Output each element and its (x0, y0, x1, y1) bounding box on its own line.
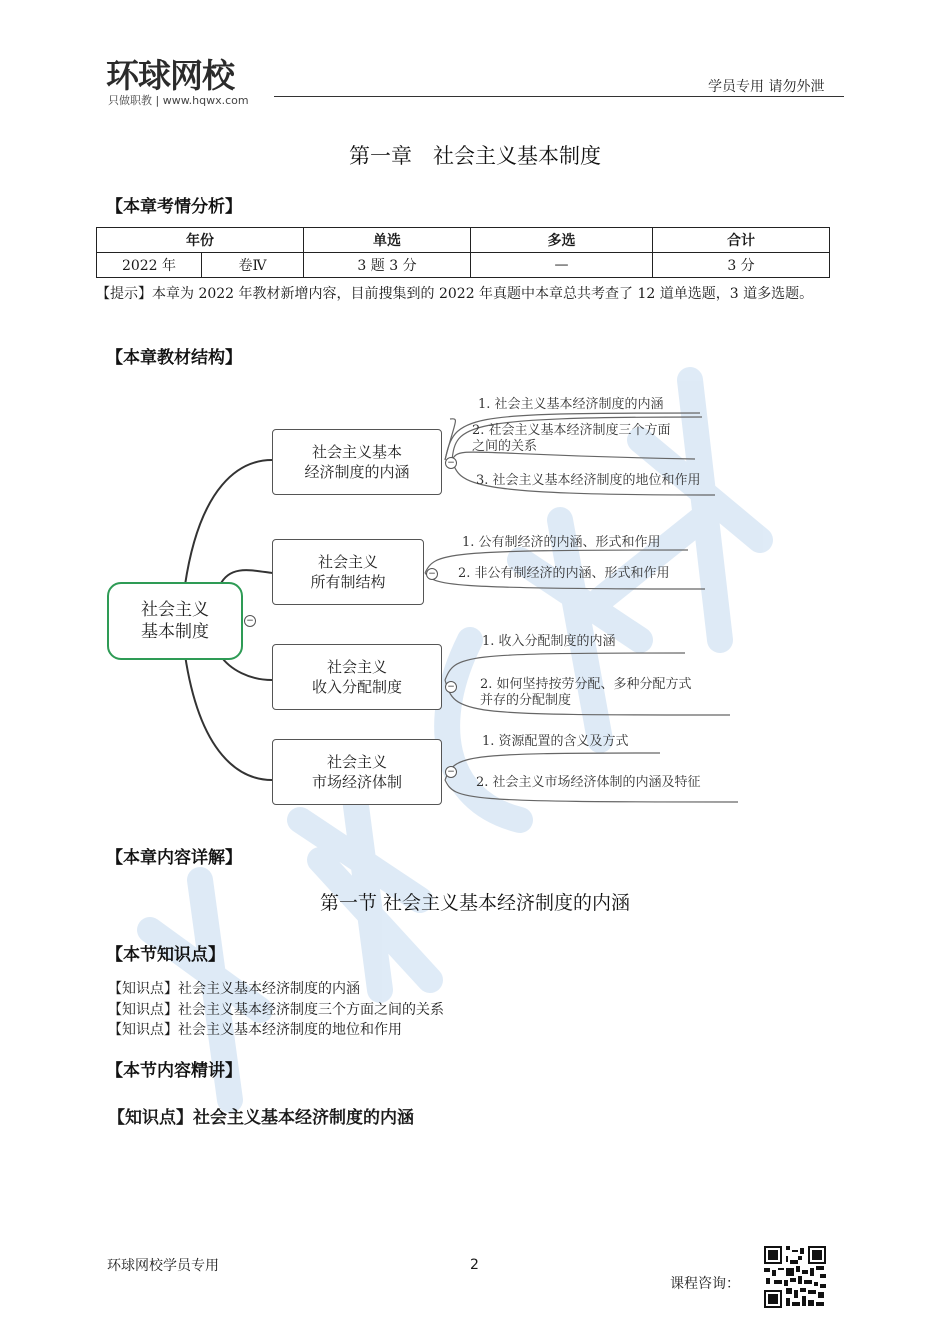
mindmap-branch-ownership: 社会主义 所有制结构 (272, 539, 424, 605)
collapse-icon[interactable]: − (445, 766, 457, 778)
consult-label: 课程咨询： (670, 1276, 740, 1292)
cell-total: 3 分 (653, 253, 830, 278)
logo-tagline: 只做职教 | www.hqwx.com (108, 94, 249, 107)
collapse-icon[interactable]: − (445, 681, 457, 693)
collapse-icon[interactable]: − (244, 615, 256, 627)
exam-analysis-heading: 【本章考情分析】 (106, 197, 242, 217)
chapter-mindmap (90, 385, 850, 825)
footer-label: 环球网校学员专用 (107, 1258, 219, 1274)
knowledge-point-item: 【知识点】社会主义基本经济制度三个方面之间的关系 (108, 1002, 444, 1018)
structure-heading: 【本章教材结构】 (106, 348, 242, 368)
mindmap-branch-market-economy: 社会主义 市场经济体制 (272, 739, 442, 805)
knowledge-point-item: 【知识点】社会主义基本经济制度的内涵 (108, 981, 360, 997)
mindmap-leaf: 1. 公有制经济的内涵、形式和作用 (462, 535, 661, 550)
mindmap-leaf: 2. 非公有制经济的内涵、形式和作用 (458, 566, 670, 581)
section-knowledge-heading: 【本节知识点】 (106, 945, 225, 965)
table-header-total: 合计 (653, 228, 830, 253)
mindmap-leaf: 1. 资源配置的含义及方式 (482, 734, 629, 749)
mindmap-branch-economic-system: 社会主义基本 经济制度的内涵 (272, 429, 442, 495)
table-row (97, 253, 830, 278)
mindmap-leaf: 2. 社会主义市场经济体制的内涵及特征 (476, 775, 701, 790)
mindmap-leaf: 1. 社会主义基本经济制度的内涵 (478, 397, 664, 412)
tip-text: 【提示】本章为 2022 年教材新增内容，目前搜集到的 2022 年真题中本章总共考查了 12 道单选题，3 道多选题。 (96, 286, 814, 302)
section-title: 第一节 社会主义基本经济制度的内涵 (319, 892, 631, 914)
cell-multi: — (471, 253, 653, 278)
mindmap-leaf: 3. 社会主义基本经济制度的地位和作用 (476, 473, 701, 488)
current-knowledge-point: 【知识点】社会主义基本经济制度的内涵 (108, 1108, 414, 1128)
table-header-row (97, 228, 830, 253)
table-header-single: 单选 (304, 228, 471, 253)
header-confidential-label: 学员专用 请勿外泄 (708, 79, 825, 95)
page-number: 2 (470, 1257, 479, 1273)
table-header-multi: 多选 (471, 228, 653, 253)
collapse-icon[interactable]: − (426, 568, 438, 580)
section-detail-heading: 【本节内容精讲】 (106, 1061, 242, 1081)
cell-volume: 卷Ⅳ (202, 253, 304, 278)
qr-code-icon[interactable] (762, 1244, 828, 1310)
cell-single: 3 题 3 分 (304, 253, 471, 278)
logo-text: 环球网校 (106, 56, 234, 95)
mindmap-leaf: 2. 社会主义基本经济制度三个方面 之间的关系 (472, 423, 671, 454)
detail-heading: 【本章内容详解】 (106, 848, 242, 868)
exam-analysis-table (96, 227, 830, 278)
mindmap-branch-income-distribution: 社会主义 收入分配制度 (272, 644, 442, 710)
table-header-year: 年份 (97, 228, 304, 253)
mindmap-leaf: 2. 如何坚持按劳分配、多种分配方式 并存的分配制度 (480, 677, 692, 708)
mindmap-leaf: 1. 收入分配制度的内涵 (482, 634, 616, 649)
mindmap-root-node: 社会主义 基本制度 (107, 582, 243, 660)
cell-year: 2022 年 (97, 253, 202, 278)
header-divider (274, 96, 844, 97)
knowledge-point-item: 【知识点】社会主义基本经济制度的地位和作用 (108, 1022, 402, 1038)
collapse-icon[interactable]: − (445, 457, 457, 469)
chapter-title: 第一章 社会主义基本制度 (349, 144, 601, 168)
